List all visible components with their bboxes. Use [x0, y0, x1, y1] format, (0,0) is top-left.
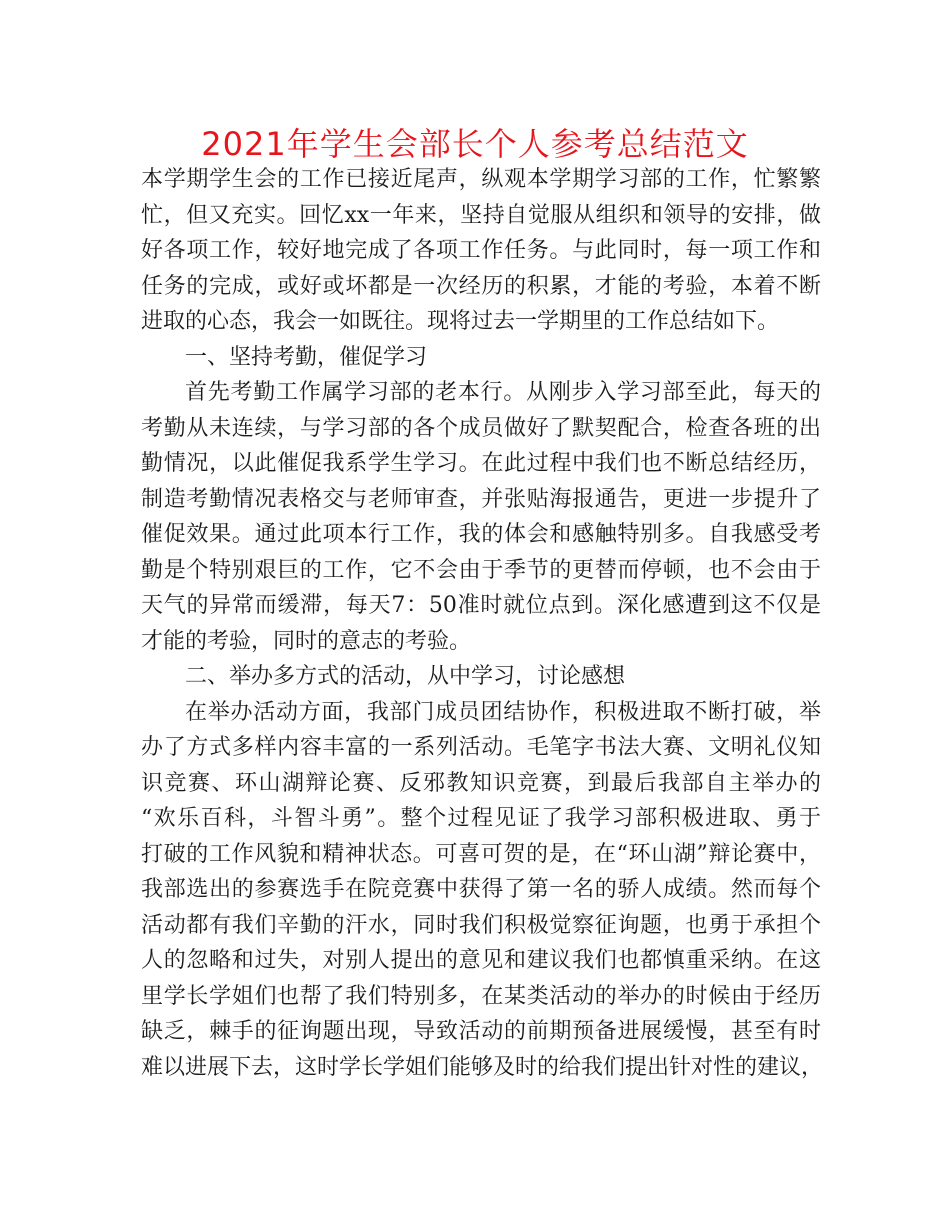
- text-line: 二、举办多方式的活动，从中学习，讨论感想: [185, 664, 626, 689]
- text-line: 办了方式多样内容丰富的一系列活动。毛笔字书法大赛、文明礼仪知: [141, 735, 821, 760]
- text-line: 考勤从未连续，与学习部的各个成员做好了默契配合，检查各班的出: [141, 415, 821, 441]
- text-line: 难以进展下去，这时学长学姐们能够及时的给我们提出针对性的建议，: [141, 1054, 824, 1080]
- text-line: 在举办活动方面，我部门成员团结协作，积极进取不断打破，举: [185, 699, 821, 725]
- document-body: [141, 162, 824, 1085]
- text-line: 催促效果。通过此项本行工作，我的体会和感触特别多。自我感受考: [141, 522, 821, 547]
- text-line: 人的忽略和过失，对别人提出的意见和建议我们也都慎重采纳。在这: [141, 948, 821, 973]
- text-line: 缺乏，棘手的征询题出现，导致活动的前期预备进展缓慢，甚至有时: [141, 1019, 821, 1044]
- text-line: 活动都有我们辛勤的汗水，同时我们积极觉察征询题，也勇于承担个: [141, 912, 821, 938]
- text-line: “欢乐百科，斗智斗勇”。整个过程见证了我学习部积极进取、勇于: [141, 806, 821, 831]
- text-line: 忙，但又充实。回忆xx一年来，坚持自觉服从组织和领导的安排，做: [141, 202, 821, 228]
- text-line: 才能的考验，同时的意志的考验。: [141, 628, 472, 654]
- text-line: 首先考勤工作属学习部的老本行。从刚步入学习部至此，每天的: [185, 380, 821, 405]
- text-line: 天气的异常而缓滞，每天7：50准时就位点到。深化感遭到这不仅是: [141, 593, 821, 618]
- text-line: 我部选出的参赛选手在院竞赛中获得了第一名的骄人成绩。然而每个: [141, 877, 821, 902]
- text-line: 识竞赛、环山湖辩论赛、反邪教知识竞赛，到最后我部自主举办的: [141, 770, 821, 796]
- text-line: 好各项工作，较好地完成了各项工作任务。与此同时，每一项工作和: [141, 238, 821, 263]
- text-line: 制造考勤情况表格交与老师审查，并张贴海报通告，更进一步提升了: [141, 486, 821, 512]
- text-line: 本学期学生会的工作已接近尾声，纵观本学期学习部的工作，忙繁繁: [141, 167, 821, 192]
- text-line: 勤情况，以此催促我系学生学习。在此过程中我们也不断总结经历，: [141, 451, 821, 476]
- text-line: 一、坚持考勤，催促学习: [185, 344, 428, 370]
- text-line: 进取的心态，我会一如既往。现将过去一学期里的工作总结如下。: [141, 309, 780, 334]
- text-line: 打破的工作风貌和精神状态。可喜可贺的是，在“环山湖”辩论赛中，: [141, 841, 821, 867]
- text-line: 勤是个特别艰巨的工作，它不会由于季节的更替而停顿，也不会由于: [141, 557, 821, 583]
- text-line: 任务的完成，或好或坏都是一次经历的积累，才能的考验，本着不断: [141, 273, 821, 299]
- text-line: 里学长学姐们也帮了我们特别多，在某类活动的举办的时候由于经历: [141, 983, 821, 1009]
- document-title: 2021年学生会部长个人参考总结范文: [201, 125, 749, 163]
